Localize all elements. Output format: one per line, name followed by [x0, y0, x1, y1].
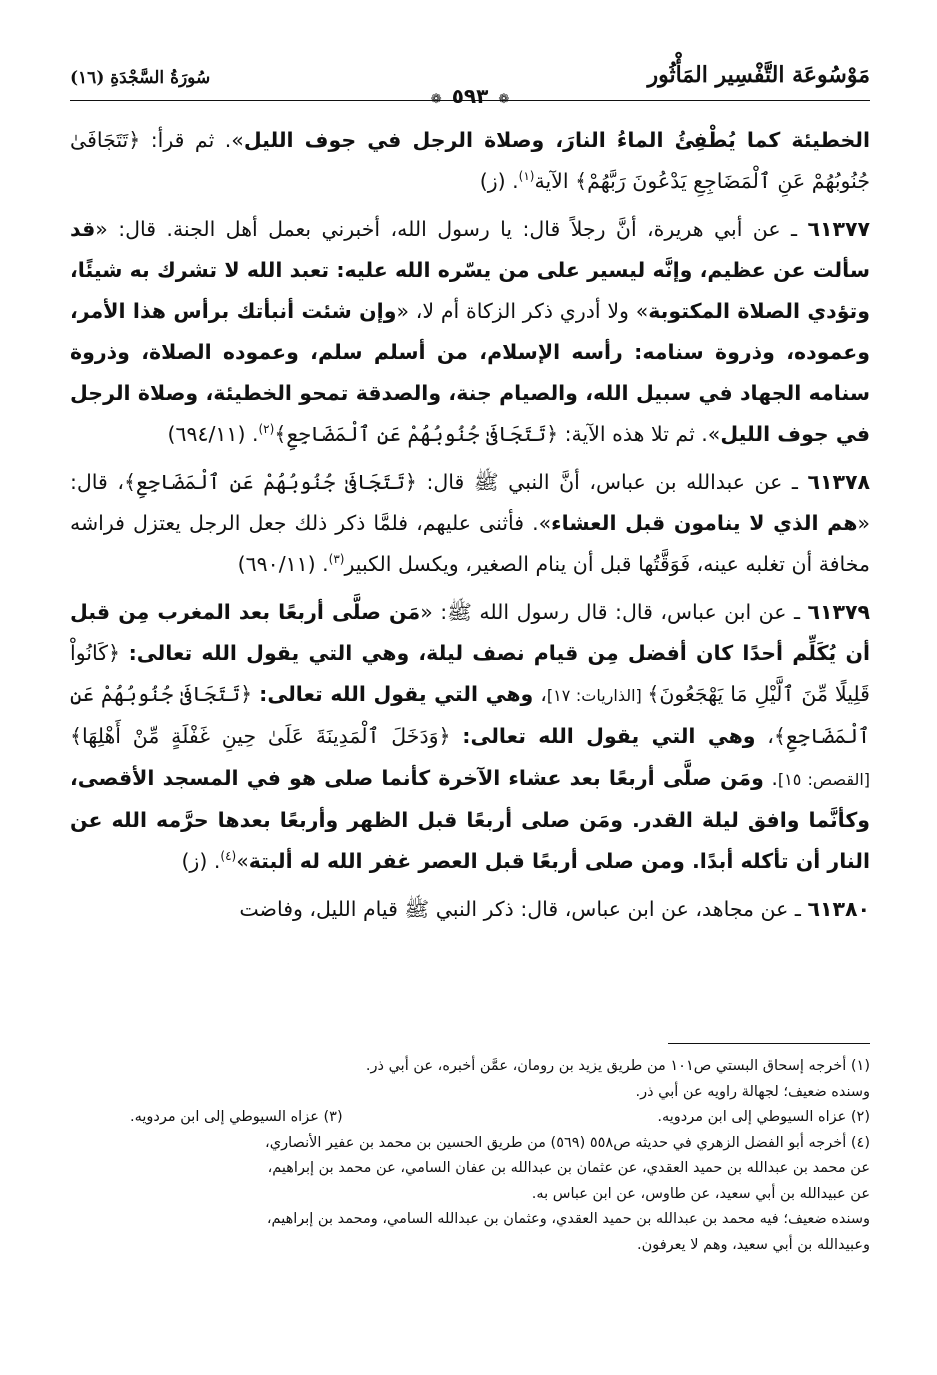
- narration-text: ». ثم تلا هذه الآية:: [558, 422, 721, 446]
- quran-verse: ﴿تَتَجَافَىٰ جُنُوبُهُمْ عَنِ ٱلْمَضَاجِعِ﴾: [124, 470, 417, 494]
- hadith-text: ٦١٣٧٧: [807, 217, 870, 241]
- hadith-text: مَن صلَّى أربعًا بعد المغرب مِن قبل أن يُكَلِّم أحدًا كان أفضل مِن قيام نصف ليلة، وهي التي يقول الله تعالى:: [70, 600, 870, 665]
- hadith-text: ٦١٣٧٩: [807, 600, 871, 624]
- narration-text: . (ز): [181, 849, 221, 873]
- narration-text: الآية: [534, 169, 576, 193]
- hadith-paragraph: [70, 462, 870, 585]
- footnote-row-2-3: [70, 1105, 870, 1131]
- narration-text: . (ز): [479, 169, 519, 193]
- footnote-1-grading: وسنده ضعيف؛ لجهالة راويه عن أبي ذر.: [635, 1083, 870, 1100]
- narration-text: ـ عن عبدالله بن عباس، أنَّ النبي ﷺ قال:: [416, 470, 808, 494]
- narration-text: »: [236, 849, 249, 873]
- footnote-4-grading: وسنده ضعيف؛ فيه محمد بن عبدالله بن حميد العقدي، وعثمان بن عبدالله السامي، ومحمد بن إبراهيم،: [266, 1211, 870, 1227]
- page-number-group: [421, 84, 519, 108]
- verse-reference: [القصص: ١٥]: [777, 770, 871, 789]
- footnote-marker: (٤): [220, 849, 237, 864]
- hadith-text: هم الذي لا ينامون قبل العشاء: [551, 511, 858, 535]
- hadith-paragraph: [70, 889, 870, 930]
- footnote-divider: [668, 1043, 870, 1044]
- narration-text: » ولا أدري ذكر الزكاة أم لا، «: [396, 299, 649, 323]
- narration-text: ـ عن أبي هريرة، أنَّ رجلاً قال: يا رسول الله، أخبرني بعمل أهل الجنة. قال: «: [95, 217, 808, 241]
- quran-verse: ﴿تَتَجَافَىٰ جُنُوبُهُمْ عَنِ ٱلْمَضَاجِعِ﴾: [274, 422, 559, 446]
- footnote-4-line-3: عن عبيدالله بن أبي سعيد، عن طاوس، عن ابن عباس به.: [531, 1185, 870, 1202]
- hadith-paragraph: [70, 592, 870, 882]
- narration-text: ـ عن ابن عباس، قال: قال رسول الله ﷺ: «: [420, 600, 808, 624]
- footnote-4-line-2: عن محمد بن عبدالله بن حميد العقدي، عن عثمان بن عبدالله بن عفان السامي، عن محمد بن إبراهيم،: [267, 1160, 870, 1176]
- footnote-4-grading-2: وعبيدالله بن أبي سعيد، وهم لا يعرفون.: [636, 1236, 870, 1253]
- footnote-4: (٤) أخرجه أبو الفضل الزهري في حديثه ص٥٥٨ (٥٦٩) من طريق الحسين بن محمد بن عفير الأنصاري،: [265, 1134, 870, 1151]
- narration-text: [451, 724, 463, 748]
- narration-text: . (٦٩٠/١١): [237, 552, 329, 576]
- main-text: [70, 120, 870, 937]
- hadith-text: وإن شئت أنبأتك برأس هذا الأمر، وعموده، وذروة سنامه: رأسه الإسلام، من أسلم سلم، وعموده الصلاة، وذروة سنامه الجهاد في سبيل الله، والصيام جنة، والصدقة تمحو الخطيئة، وصلاة الرجل في جوف الليل: [70, 299, 870, 446]
- narration-text: ،: [533, 682, 547, 706]
- verse-reference: [الذاريات: ١٧]: [546, 686, 648, 705]
- hadith-text: وهي التي يقول الله تعالى:: [462, 724, 756, 748]
- hadith-text: الخطيئة كما يُطْفِئُ الماءُ النارَ، وصلاة الرجل في جوف الليل: [243, 128, 870, 152]
- header-divider: [70, 100, 870, 101]
- hadith-paragraph: [70, 120, 870, 202]
- footnote-1: (١) أخرجه إسحاق البستي ص١٠١ من طريق يزيد بن رومان، عمَّن أخبره، عن أبي ذر.: [365, 1058, 870, 1074]
- narration-text: ، قال: «: [70, 470, 870, 535]
- quran-verse: ﴿تَتَجَافَىٰ جُنُوبُهُمْ عَنِ ٱلْمَضَاجِعِ يَدْعُونَ رَبَّهُمْ﴾: [70, 128, 870, 193]
- narration-text: [120, 641, 129, 665]
- footnote-marker: (٢): [258, 422, 275, 437]
- footnote-marker: (١): [518, 169, 535, 184]
- quran-verse: ﴿وَدَخَلَ ٱلْمَدِينَةَ عَلَىٰ حِينِ غَفْلَةٍ مِّنْ أَهْلِهَا﴾: [70, 724, 451, 748]
- narration-text: ». ثم قرأ:: [140, 128, 244, 152]
- ornament-right-icon: ❁: [498, 92, 510, 107]
- hadith-paragraph: [70, 209, 870, 455]
- hadith-text: ومَن صلَّى أربعًا بعد عشاء الآخرة كأنما صلى هو في المسجد الأقصى، وكأنَّما وافق ليلة القدر. ومَن صلى أربعًا قبل الظهر وأربعًا بعدها حرَّمه الله عن النار أن تأكله أبدًا. ومن صلى أربعًا قبل العصر غفر الله له ألبتة: [70, 766, 870, 873]
- ornament-left-icon: ❁: [430, 92, 442, 107]
- footnotes: [70, 1054, 870, 1258]
- hadith-text: قد سألت عن عظيم، وإنَّه ليسير على من يسّره الله عليه: تعبد الله لا تشرك به شيئًا، وتؤدي الصلاة المكتوبة: [70, 217, 870, 323]
- footnote-3: (٣) عزاه السيوطي إلى ابن مردويه.: [130, 1109, 343, 1125]
- hadith-text: ٦١٣٧٨: [807, 470, 870, 494]
- page-header: [70, 56, 870, 108]
- hadith-text: ٦١٣٨٠: [807, 897, 870, 921]
- narration-text: ـ عن مجاهد، عن ابن عباس، قال: ذكر النبي ﷺ قيام الليل، وفاضت: [239, 897, 808, 921]
- quran-verse: ﴿تَتَجَافَىٰ جُنُوبُهُمْ عَنِ ٱلْمَضَاجِعِ﴾: [70, 682, 870, 748]
- narration-text: .: [763, 766, 778, 790]
- footnote-2: (٢) عزاه السيوطي إلى ابن مردويه.: [657, 1109, 870, 1125]
- quran-verse: ﴿كَانُواْ قَلِيلًا مِّنَ ٱلَّيْلِ مَا يَهْجَعُونَ﴾: [70, 641, 870, 706]
- narration-text: ». فأثنى عليهم، فلمَّا ذكر ذلك جعل الرجل يعتزل فراشه مخافة أن تغلبه عينه، فَوَقَّتُها قبل أن ينام الصغير، ويكسل الكبير: [70, 511, 870, 576]
- surah-label: سُورَةُ السَّجْدَةِ (١٦): [70, 68, 211, 88]
- hadith-text: وهي التي يقول الله تعالى:: [259, 682, 534, 706]
- narration-text: . (٦٩٤/١١): [167, 422, 259, 446]
- footnote-marker: (٣): [328, 552, 345, 567]
- narration-text: ،: [755, 724, 774, 748]
- page-number: ٥٩٣: [451, 84, 489, 108]
- book-title: مَوْسُوعَة التَّفْسِير المَأْثُور: [647, 62, 870, 88]
